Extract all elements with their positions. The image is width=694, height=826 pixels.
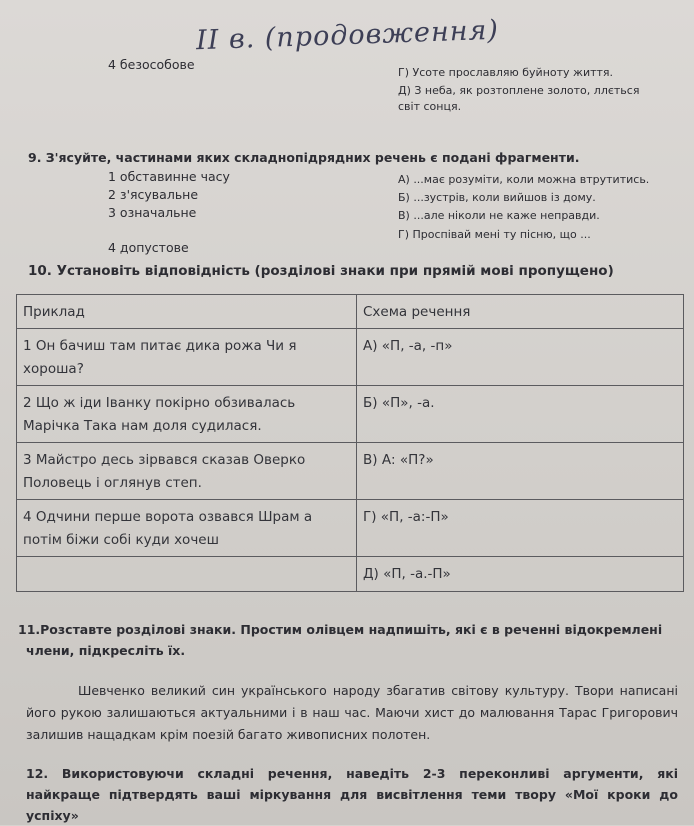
q9-right-a: А) ...має розуміти, коли можна втрутитись. xyxy=(398,173,650,186)
example-cell-empty xyxy=(17,557,357,592)
handwritten-heading: ІІ в. (продовження) xyxy=(195,14,500,57)
q8-option-d-cont: світ сонця. xyxy=(398,100,462,113)
table-header-row xyxy=(17,295,684,329)
q12-text: 12. Використовуючи складні речення, наведіть 2-3 переконливі аргументи, які найкраще підтвердять ваші міркування для висвітлення теми твору «Мої кроки до успіху» xyxy=(26,766,678,823)
q9-right-g: Г) Проспівай мені ту пісню, що ... xyxy=(398,228,591,241)
example-cell-2: 2 Що ж іди Іванку покірно обзивалась Марічка Така нам доля судилася. xyxy=(17,386,357,443)
header-scheme: Схема речення xyxy=(357,295,684,329)
q10-table xyxy=(16,294,684,592)
scheme-cell-a: А) «П, -а, -п» xyxy=(357,329,684,386)
table-row xyxy=(17,500,684,557)
q9-left-2: 2 з'ясувальне xyxy=(108,187,199,202)
example-cell-3: 3 Майстро десь зірвався сказав Оверко Половець і оглянув степ. xyxy=(17,443,357,500)
q8-left-item: 4 безособове xyxy=(108,57,195,72)
example-cell-4: 4 Одчини перше ворота озвався Шрам а потім біжи собі куди хочеш xyxy=(17,500,357,557)
q9-title: 9. З'ясуйте, частинами яких складнопідрядних речень є подані фрагменти. xyxy=(28,150,580,165)
q9-left-3: 3 означальне xyxy=(108,205,197,220)
q11-title-cont: члени, підкресліть їх. xyxy=(26,643,186,658)
scheme-cell-b: Б) «П», -а. xyxy=(357,386,684,443)
table-row xyxy=(17,386,684,443)
table-row xyxy=(17,443,684,500)
table-row xyxy=(17,329,684,386)
scheme-cell-d: Д) «П, -а.-П» xyxy=(357,557,684,592)
header-example: Приклад xyxy=(17,295,357,329)
q8-option-d: Д) З неба, як розтоплене золото, ллється xyxy=(398,84,640,97)
q8-option-g: Г) Усоте прославляю буйноту життя. xyxy=(398,66,614,79)
q9-right-v: В) ...але ніколи не каже неправди. xyxy=(398,209,600,222)
q10-title: 10. Установіть відповідність (розділові знаки при прямій мові пропущено) xyxy=(28,263,614,279)
q9-right-b: Б) ...зустрів, коли вийшов із дому. xyxy=(398,191,596,204)
q11-text: Шевченко великий син українського народу збагатив світову культуру. Твори написані його рукою залишаються актуальними і в наш час. Маючи хист до малювання Тарас Григорович залишив нащадкам крім поезій багато живописних полотен. xyxy=(26,683,678,742)
q11-title: 11.Розставте розділові знаки. Простим олівцем надпишіть, які є в реченні відокремлені xyxy=(18,622,663,637)
scheme-cell-g: Г) «П, -а:-П» xyxy=(357,500,684,557)
table-row xyxy=(17,557,684,592)
q9-left-1: 1 обставинне часу xyxy=(108,169,230,184)
q9-left-4: 4 допустове xyxy=(108,240,189,255)
scheme-cell-v: В) А: «П?» xyxy=(357,443,684,500)
example-cell-1: 1 Он бачиш там питає дика рожа Чи я хороша? xyxy=(17,329,357,386)
